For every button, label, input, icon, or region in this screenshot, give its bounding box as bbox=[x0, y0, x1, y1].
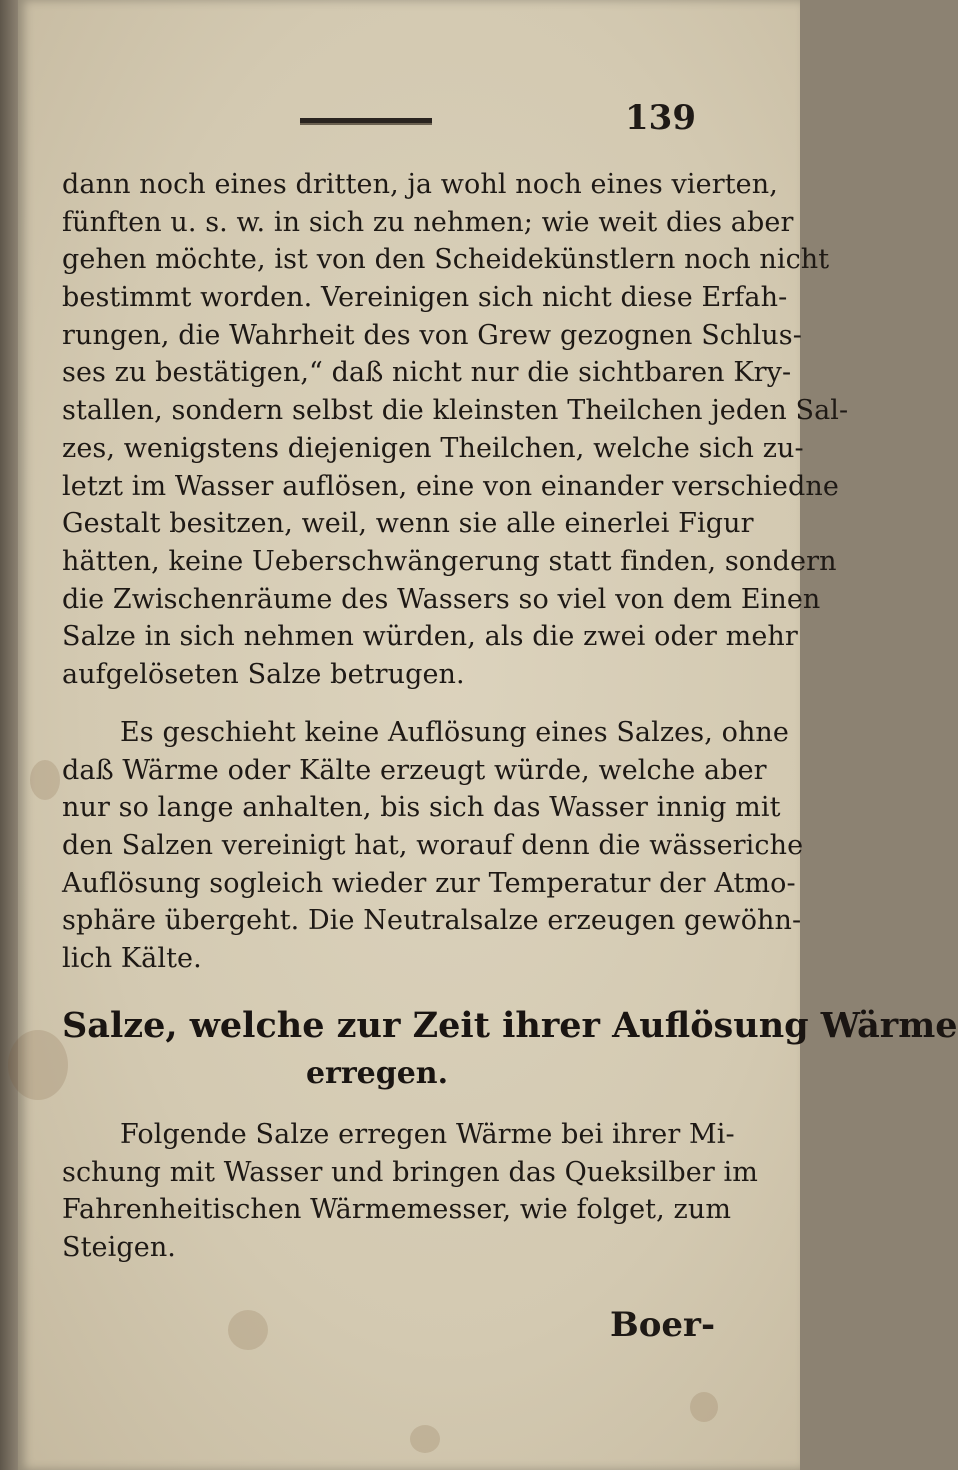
text-line: stallen, sondern selbst die kleinsten Theilchen jeden Sal- bbox=[62, 395, 849, 427]
text-line: rungen, die Wahrheit des von Grew gezognen Schlus- bbox=[62, 319, 802, 351]
catchword: Boer- bbox=[610, 1305, 716, 1345]
text-line: daß Wärme oder Kälte erzeugt würde, welche aber bbox=[62, 754, 767, 786]
text-line: Fahrenheitischen Wärmemesser, wie folget, zum bbox=[62, 1194, 732, 1226]
text-line: Es geschieht keine Auflösung eines Salzes, ohne bbox=[120, 717, 789, 748]
paper-stain bbox=[690, 1392, 718, 1422]
text-line: lich Kälte. bbox=[62, 943, 202, 975]
paper-stain bbox=[8, 1030, 68, 1100]
paragraph-2 bbox=[62, 714, 804, 978]
text-line: den Salzen vereinigt hat, worauf denn die wässeriche bbox=[62, 830, 804, 862]
page-number: 139 bbox=[625, 98, 696, 138]
paragraph-1 bbox=[62, 166, 849, 694]
text-line: aufgelöseten Salze betrugen. bbox=[62, 658, 465, 690]
text-line: Folgende Salze erregen Wärme bei ihrer Mi- bbox=[120, 1119, 735, 1150]
paper-stain bbox=[228, 1310, 268, 1350]
text-line: die Zwischenräume des Wassers so viel von dem Einen bbox=[62, 583, 821, 615]
text-line: Gestalt besitzen, weil, wenn sie alle einerlei Figur bbox=[62, 508, 754, 540]
text-line: Salze in sich nehmen würden, als die zwei oder mehr bbox=[62, 621, 798, 653]
heading-line: Salze, welche zur Zeit ihrer Auflösung Wärme bbox=[62, 1005, 958, 1046]
paragraph-3 bbox=[62, 1116, 758, 1267]
text-line: Auflösung sogleich wieder zur Temperatur der Atmo- bbox=[62, 867, 796, 899]
text-line: zes, wenigstens diejenigen Theilchen, welche sich zu- bbox=[62, 432, 804, 464]
text-line: letzt im Wasser auflösen, eine von einander verschiedne bbox=[62, 470, 839, 502]
text-line: sphäre übergeht. Die Neutralsalze erzeugen gewöhn- bbox=[62, 905, 802, 937]
heading-line: erregen. bbox=[305, 1056, 449, 1091]
text-line: schung mit Wasser und bringen das Queksilber im bbox=[62, 1156, 758, 1188]
paper-stain bbox=[30, 760, 60, 800]
text-line: bestimmt worden. Vereinigen sich nicht diese Erfah- bbox=[62, 282, 788, 314]
paper-stain bbox=[410, 1425, 440, 1453]
text-line: Steigen. bbox=[62, 1232, 176, 1264]
book-gutter bbox=[0, 0, 18, 1470]
text-line: ses zu bestätigen,“ daß nicht nur die sichtbaren Kry- bbox=[62, 357, 792, 389]
text-line: hätten, keine Ueberschwängerung statt finden, sondern bbox=[62, 545, 837, 577]
text-line: dann noch eines dritten, ja wohl noch eines vierten, bbox=[62, 169, 778, 200]
header-rule bbox=[300, 118, 432, 125]
text-line: nur so lange anhalten, bis sich das Wasser innig mit bbox=[62, 792, 781, 824]
section-heading bbox=[62, 1002, 958, 1098]
text-line: fünften u. s. w. in sich zu nehmen; wie weit dies aber bbox=[62, 206, 794, 238]
text-line: gehen möchte, ist von den Scheidekünstlern noch nicht bbox=[62, 244, 830, 276]
